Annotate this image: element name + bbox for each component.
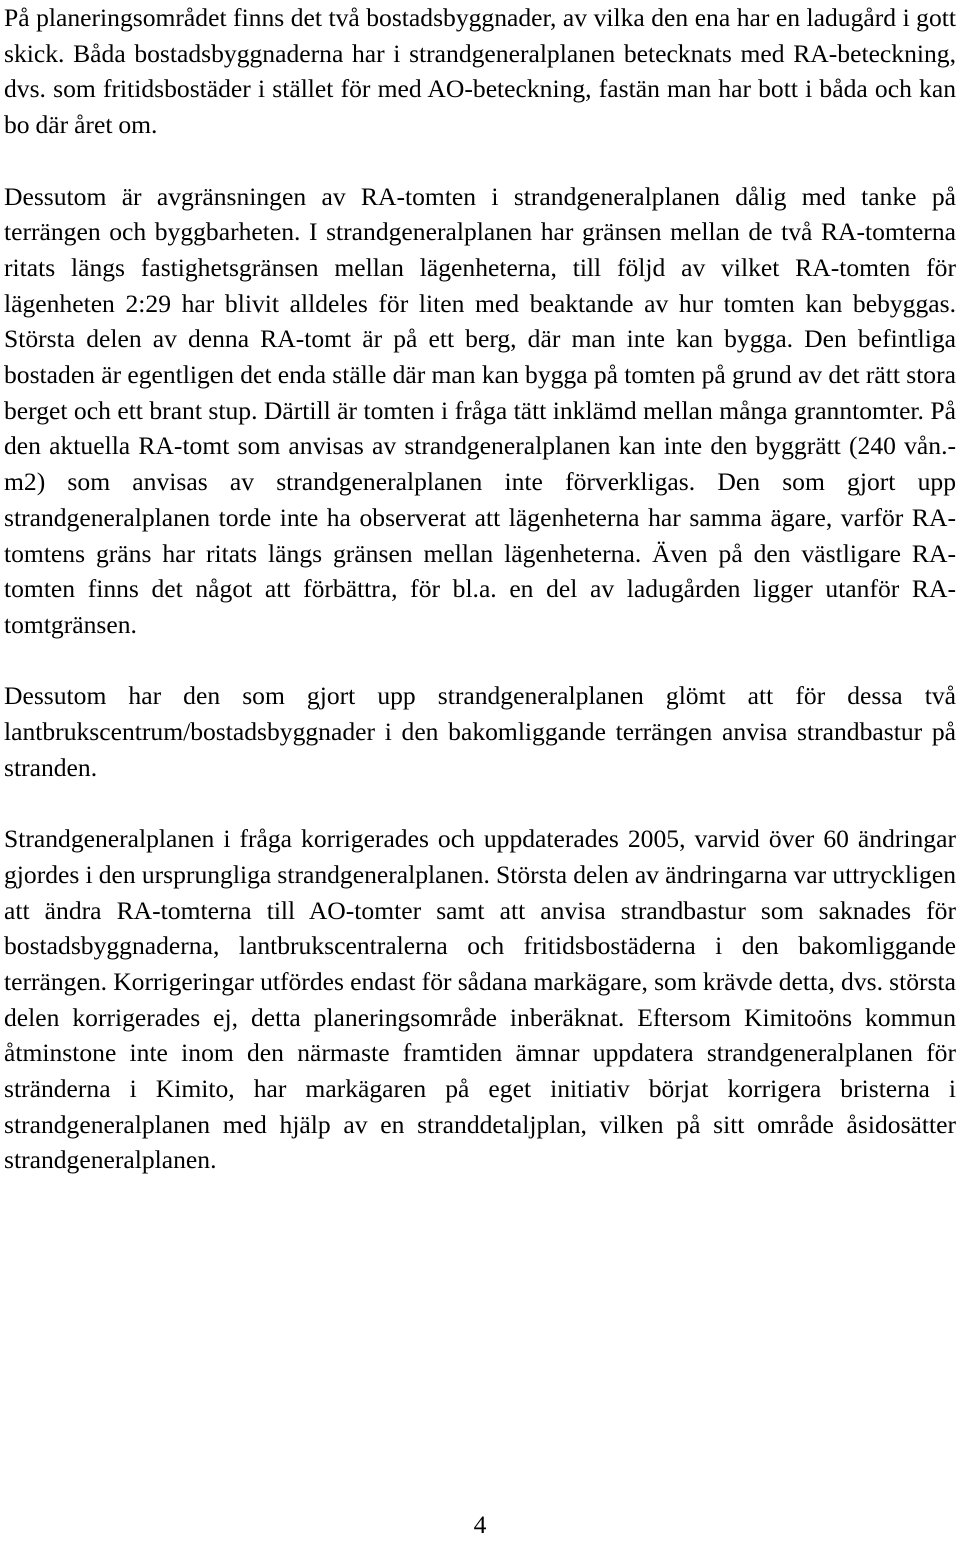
paragraph-2: Dessutom är avgränsningen av RA-tomten i strandgeneralplanen dålig med tanke på terrängen och byggbarheten. I strandgeneralplanen har gränsen mellan de två RA-tomterna ritats längs fastighetsgränsen mellan lägenheterna, till följd av vilket RA-tomten för lägenheten 2:29 har blivit alldeles för liten med beaktande av hur tomten kan bebyggas. Största delen av denna RA-tomt är på ett berg, där man inte kan bygga. Den befintliga bostaden är egentligen det enda ställe där man kan bygga på tomten på grund av det rätt stora berget och ett brant stup. Därtill är tomten i fråga tätt inklämd mellan många granntomter. På den aktuella RA-tomt som anvisas av strandgeneralplanen kan inte den byggrätt (240 vån.-m2) som anvisas av strandgeneralplanen inte förverkligas. Den som gjort upp strandgeneralplanen torde inte ha observerat att lägenheterna har samma ägare, varför RA-tomtens gräns har ritats längs gränsen mellan lägenheterna. Även på den västligare RA-tomten finns det något att förbättra, för bl.a. en del av ladugården ligger utanför RA-tomtgränsen. xyxy=(4,181,956,639)
body-text xyxy=(4,0,956,1178)
paragraph-1: På planeringsområdet finns det två bostadsbyggnader, av vilka den ena har en ladugård i gott skick. Båda bostadsbyggnaderna har i strandgeneralplanen betecknats med RA-beteckning, dvs. som fritidsbostäder i stället för med AO-beteckning, fastän man har bott i båda och kan bo där året om. xyxy=(4,3,956,140)
paragraph-3: Dessutom har den som gjort upp strandgeneralplanen glömt att för dessa två lantbrukscentrum/bostadsbyggnader i den bakomliggande terrängen anvisa strandbastur på stranden. xyxy=(4,681,956,782)
paragraph-4: Strandgeneralplanen i fråga korrigerades och uppdaterades 2005, varvid över 60 ändringar gjordes i den ursprungliga strandgeneralplanen. Största delen av ändringarna var uttryckligen att ändra RA-tomterna till AO-tomter samt att anvisa strandbastur som saknades för bostadsbyggnaderna, lantbrukscentralerna och fritidsbostäderna i den bakomliggande terrängen. Korrigeringar utfördes endast för sådana markägare, som krävde detta, dvs. största delen korrigerades ej, detta planeringsområde inberäknat. Eftersom Kimitoöns kommun åtminstone inte inom den närmaste framtiden ämnar uppdatera strandgeneralplanen för stränderna i Kimito, har markägaren på eget initiativ börjat korrigera bristerna i strandgeneralplanen med hjälp av en stranddetaljplan, vilken på sitt område åsidosätter strandgeneralplanen. xyxy=(4,824,956,1175)
page-number: 4 xyxy=(473,1510,487,1539)
